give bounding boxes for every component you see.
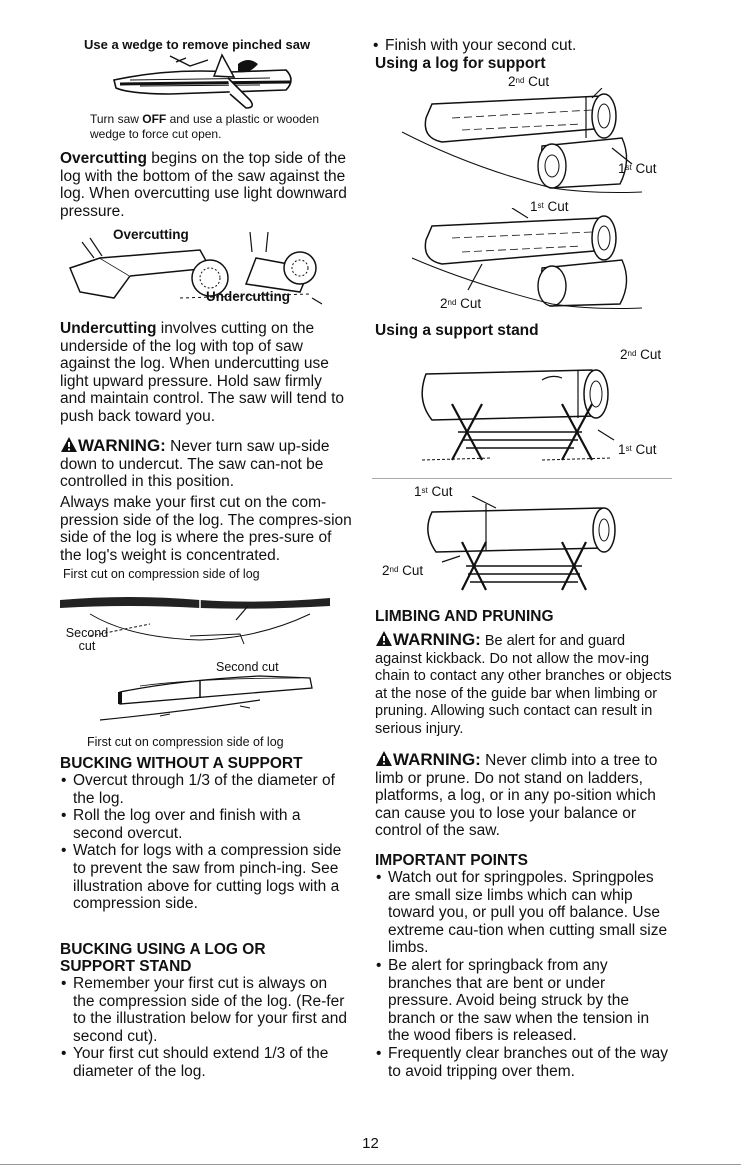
wedge-illustration (110, 50, 310, 112)
wedge-caption-part: Turn saw (90, 112, 143, 126)
list-item: • Your first cut should extend 1/3 of the diameter of the log. (60, 1045, 352, 1080)
bottom-rule (0, 1164, 741, 1165)
wedge-caption-part: and use a plastic or wooden wedge to force cut open. (90, 112, 320, 141)
undercutting-figure-label: Undercutting (206, 289, 290, 304)
cut-sup: nd (515, 76, 525, 85)
limbing-heading: LIMBING AND PRUNING (375, 608, 554, 625)
wedge-caption-off: OFF (142, 112, 167, 126)
cut-sup: st (625, 163, 632, 172)
finish-list (372, 37, 672, 55)
cut-word: Cut (631, 442, 657, 457)
undercutting-term: Undercutting (60, 320, 157, 337)
wedge-caption (90, 112, 330, 141)
page-number: 12 (362, 1135, 379, 1152)
list-item: • Be alert for springback from any branches that are bent or under pressure. Avoid being struck by the branch or the saw when the tension in the wood fibers is released. (375, 957, 673, 1045)
cut-num: 1 (618, 442, 626, 457)
cut-num: 1 (618, 161, 626, 176)
warning-upside-down (60, 436, 350, 491)
warning-label: WARNING: (393, 630, 481, 649)
log-support-heading: Using a log for support (375, 55, 546, 72)
warning-text: Never turn saw up-side down to undercut. The saw can-not be controlled in this position. (60, 438, 330, 491)
overcutting-figure-label: Overcutting (113, 227, 189, 242)
compression-cut-illustration (60, 580, 340, 730)
cut-sup: nd (447, 298, 457, 307)
warning-label: WARNING: (393, 750, 481, 769)
cut-num: 2 (382, 563, 390, 578)
compression-paragraph: Always make your first cut on the com-pression side of the log. The compres-sion side of the log is where the pres-sure of the log's weight is concentrated. (60, 494, 352, 564)
bucking-no-support-heading: BUCKING WITHOUT A SUPPORT (60, 755, 303, 772)
cut-num: 2 (620, 347, 628, 362)
list-item: • Overcut through 1/3 of the diameter of the log. (60, 772, 350, 807)
warning-label: WARNING: (78, 436, 166, 455)
second-cut-label-1 (64, 627, 110, 653)
cut-sup: st (537, 201, 544, 210)
cut-word: Cut (631, 161, 657, 176)
list-item: • Frequently clear branches out of the way to avoid tripping over them. (375, 1045, 673, 1080)
warning-kickback (375, 630, 673, 739)
cut-label-2nd-c (620, 347, 661, 362)
bucking-log-support-heading: BUCKING USING A LOG OR SUPPORT STAND (60, 941, 266, 975)
list-item: • Finish with your second cut. (372, 37, 672, 55)
cut-label-2nd-d (382, 563, 423, 578)
cut-word: Cut (456, 296, 482, 311)
cut-label-1st-c (618, 442, 657, 457)
cut-label-2nd-b (440, 296, 481, 311)
warning-triangle-icon (375, 630, 393, 647)
log-support-illustration-2 (392, 208, 652, 312)
cut-sup: st (625, 444, 632, 453)
cut-label-1st-d (414, 484, 453, 499)
overcutting-term: Overcutting (60, 150, 147, 167)
cut-word: Cut (427, 484, 453, 499)
cut-sup: st (421, 486, 428, 495)
cut-num: 2 (508, 74, 516, 89)
cut-word: Cut (398, 563, 424, 578)
figure-divider (372, 478, 672, 479)
wedge-figure-title: Use a wedge to remove pinched saw (84, 37, 311, 52)
undercutting-paragraph (60, 320, 350, 426)
bucking-log-support-list (60, 975, 352, 1081)
log-support-illustration-1 (392, 88, 652, 196)
cut-num: 2 (440, 296, 448, 311)
important-points-list (375, 869, 673, 1080)
list-item: • Roll the log over and finish with a second overcut. (60, 807, 350, 842)
first-cut-caption-top: First cut on compression side of log (63, 567, 260, 581)
cut-word: Cut (543, 199, 569, 214)
overcutting-paragraph (60, 150, 350, 220)
second-cut-label-2: Second cut (216, 660, 279, 674)
second-cut-text: Second cut (65, 626, 109, 653)
undercutting-text: involves cutting on the underside of the log with top of saw against the log. When undercutting use light upward pressure. Hold saw firmly and maintain control. The saw will tend to push back toward you. (60, 320, 345, 425)
important-points-heading: IMPORTANT POINTS (375, 852, 528, 869)
cut-sup: nd (627, 349, 637, 358)
warning-triangle-icon (60, 436, 78, 453)
overcutting-text: begins on the top side of the log with the bottom of the saw against the log. When overcutting use light downward pressure. (60, 150, 347, 220)
support-stand-illustration-2 (402, 496, 632, 596)
cut-num: 1 (530, 199, 538, 214)
list-item: • Watch out for springpoles. Springpoles are small size limbs which can whip toward you, or pull you off balance. Use extreme cau-tion when cutting small size limbs. (375, 869, 673, 957)
cut-word: Cut (636, 347, 662, 362)
cut-label-2nd-a (508, 74, 549, 89)
support-stand-heading: Using a support stand (375, 322, 539, 339)
list-item: • Watch for logs with a compression side to prevent the saw from pinch-ing. See illustration above for cutting logs with a compression side. (60, 842, 350, 912)
bucking-no-support-list (60, 772, 350, 913)
list-item: • Remember your first cut is always on the compression side of the log. (Re-fer to the illustration below for your first and second cut). (60, 975, 352, 1045)
cut-label-1st-b (530, 199, 569, 214)
warning-climb (375, 750, 673, 840)
support-stand-illustration-1 (392, 360, 652, 470)
over-undercutting-illustration (60, 228, 340, 310)
warning-triangle-icon (375, 750, 393, 767)
warning-text: Be alert for and guard against kickback. Do not allow the mov-ing chain to contact any other branches or objects at the nose of the guide bar when limbing or pruning. Allowing such contact can result in serious injury. (375, 633, 672, 737)
first-cut-caption-bottom: First cut on compression side of log (87, 735, 284, 749)
warning-text: Never climb into a tree to limb or prune. Do not stand on ladders, platforms, a log, or in any po-sition which can cause you to lose your balance or control of the saw. (375, 752, 658, 840)
cut-sup: nd (389, 565, 399, 574)
cut-num: 1 (414, 484, 422, 499)
cut-word: Cut (524, 74, 550, 89)
cut-label-1st-a (618, 161, 657, 176)
